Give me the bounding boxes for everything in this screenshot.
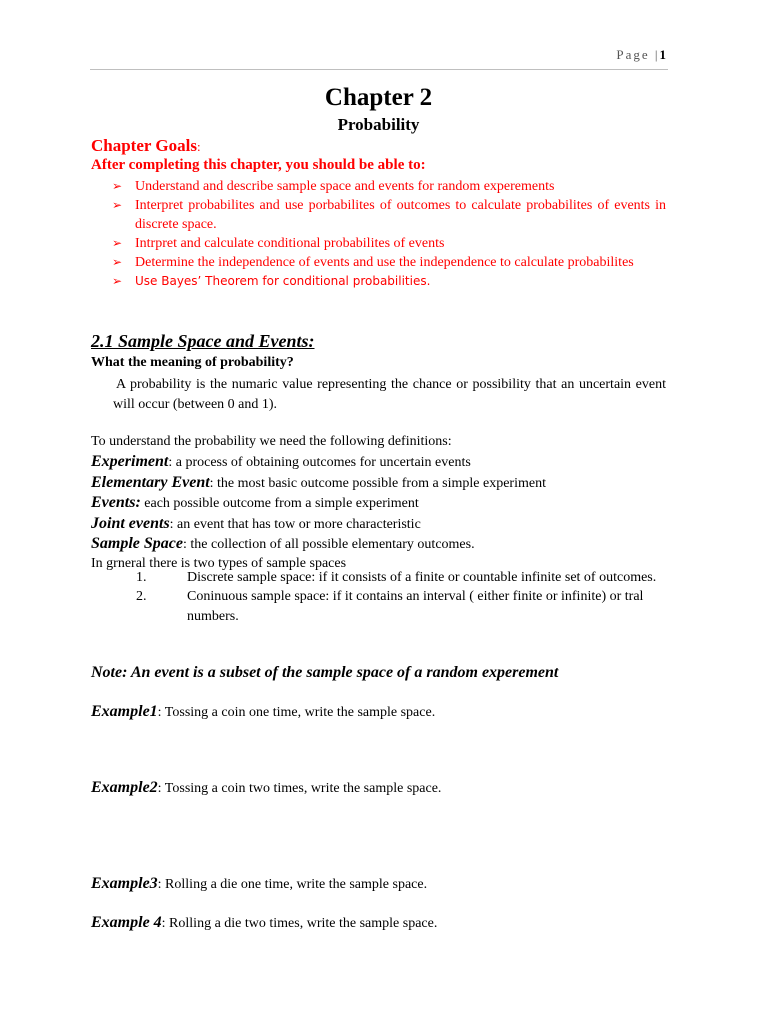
example-1 (91, 703, 435, 721)
goal-text: Intrpret and calculate conditional probabilites of events (135, 236, 445, 251)
definition-item (91, 493, 671, 513)
list-item (136, 568, 676, 587)
example-4 (91, 914, 437, 932)
definition-text: : the most basic outcome possible from a simple experiment (209, 475, 546, 491)
definition-item (91, 473, 671, 493)
section-question: What the meaning of probability? (91, 355, 294, 370)
goal-text: Determine the independence of events and use the independence to calculate probabilites (135, 255, 634, 270)
sample-space-types-list (136, 568, 676, 626)
definition-term: Joint events (91, 514, 170, 532)
goal-item (110, 177, 666, 196)
chapter-title: Chapter 2 (324, 84, 433, 111)
section-answer: A probability is the numaric value representing the chance or possibility that an uncertain event will occur (between 0 and 1). (113, 377, 666, 412)
goal-text: Use Bayes’ Theorem for conditional probabilities. (135, 274, 431, 288)
page-label: Page | (616, 47, 660, 62)
goals-intro: After completing this chapter, you should be able to: (91, 157, 426, 173)
chapter-subtitle: Probability (337, 115, 420, 134)
list-number: 1. (136, 570, 147, 585)
goal-item (110, 253, 666, 272)
goal-item (110, 272, 666, 291)
goals-title-text: Chapter Goals (91, 136, 197, 155)
list-text: Coninuous sample space: if it contains an interval ( either finite or infinite) or tral numbers. (187, 589, 644, 624)
page-header (616, 47, 666, 63)
definition-text: : an event that has tow or more characteristic (169, 516, 421, 532)
example-label: Example3 (91, 875, 158, 892)
page-number: 1 (659, 47, 666, 62)
definition-item (91, 452, 671, 472)
goals-list (110, 177, 666, 291)
example-text: : Tossing a coin two times, write the sample space. (157, 781, 442, 796)
arrow-bullet-icon: ➢ (112, 255, 123, 269)
definitions-block (91, 432, 671, 574)
arrow-bullet-icon: ➢ (112, 274, 123, 288)
definition-item (91, 514, 671, 534)
definition-text: : the collection of all possible elementary outcomes. (183, 537, 475, 553)
arrow-bullet-icon: ➢ (112, 236, 123, 250)
definition-term: Events: (91, 494, 141, 512)
arrow-bullet-icon: ➢ (112, 198, 123, 212)
definition-text: each possible outcome from a simple experiment (140, 496, 419, 512)
example-label: Example 4 (91, 914, 162, 931)
example-label: Example1 (91, 703, 158, 720)
definition-text: : a process of obtaining outcomes for uncertain events (168, 455, 471, 471)
goal-item (110, 234, 666, 253)
goal-text: Interpret probabilites and use porbabilites of outcomes to calculate probabilites of events in discrete space. (135, 198, 666, 232)
example-2 (91, 779, 441, 797)
header-rule (90, 69, 668, 70)
list-number: 2. (136, 589, 147, 605)
example-text: : Rolling a die one time, write the sample space. (157, 877, 428, 892)
definition-item (91, 534, 671, 554)
section-title: 2.1 Sample Space and Events: (91, 331, 315, 351)
goal-item (110, 196, 666, 234)
arrow-bullet-icon: ➢ (112, 179, 123, 193)
example-text: : Rolling a die two times, write the sample space. (161, 916, 438, 931)
goals-title-colon: : (196, 139, 201, 154)
example-label: Example2 (91, 779, 158, 796)
definition-term: Elementary Event (91, 473, 210, 491)
example-text: : Tossing a coin one time, write the sample space. (157, 705, 436, 720)
goals-title (91, 136, 201, 156)
example-3 (91, 875, 427, 893)
definition-term: Experiment (91, 453, 169, 471)
list-text: Discrete sample space: if it consists of a finite or countable infinite set of outcomes. (187, 570, 657, 585)
sample-space-types-intro: In grneral there is two types of sample spaces (91, 556, 347, 572)
goal-text: Understand and describe sample space and events for random experements (135, 179, 555, 194)
note: Note: An event is a subset of the sample space of a random experement (91, 664, 559, 681)
list-item (136, 587, 676, 626)
definitions-intro: To understand the probability we need the following definitions: (91, 434, 452, 449)
definition-term: Sample Space (91, 535, 183, 553)
